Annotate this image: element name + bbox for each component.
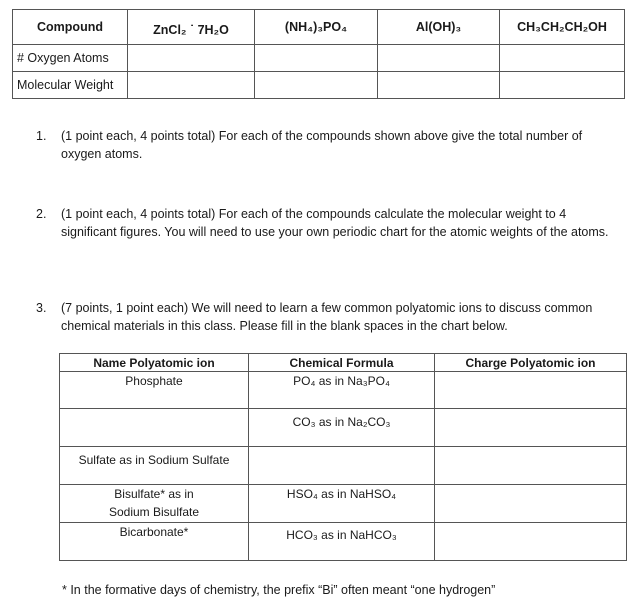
table-header-row — [60, 354, 627, 372]
answer-cell[interactable] — [500, 72, 625, 99]
answer-cell[interactable] — [255, 72, 378, 99]
answer-cell[interactable] — [60, 409, 249, 447]
question-text: (7 points, 1 point each) We will need to learn a few common polyatomic ions to discuss common chemical materials in this class. Please fill in the blank spaces in the chart below. — [61, 301, 593, 333]
question-2 — [36, 205, 616, 265]
question-text: (1 point each, 4 points total) For each of the compounds shown above give the total number of oxygen atoms. — [61, 129, 583, 161]
header-zncl2: ZnCl₂ ˙ 7H₂O — [128, 10, 255, 45]
table-header-row — [13, 10, 625, 45]
question-3 — [36, 299, 616, 339]
table-row — [60, 372, 627, 409]
ion-formula: CO₃ as in Na₂CO₃ — [249, 409, 435, 447]
ion-name: Bicarbonate* — [60, 523, 249, 561]
header-nh4-3po4: (NH₄)₃PO₄ — [255, 10, 378, 45]
header-charge: Charge Polyatomic ion — [435, 354, 627, 372]
ion-formula: HSO₄ as in NaHSO₄ — [249, 485, 435, 523]
table-row — [13, 45, 625, 72]
question-number: 1. — [36, 129, 47, 143]
answer-cell[interactable] — [435, 372, 627, 409]
polyatomic-ions-table — [59, 353, 627, 561]
table-row — [60, 523, 627, 561]
footnote: * In the formative days of chemistry, the prefix “Bi” often meant “one hydrogen” — [62, 583, 496, 597]
question-number: 3. — [36, 301, 47, 315]
answer-cell[interactable] — [435, 447, 627, 485]
table-row — [60, 447, 627, 485]
table-row — [13, 72, 625, 99]
ion-formula: HCO₃ as in NaHCO₃ — [249, 523, 435, 561]
answer-cell[interactable] — [435, 409, 627, 447]
answer-cell[interactable] — [249, 447, 435, 485]
header-formula: Chemical Formula — [249, 354, 435, 372]
ion-name: Bisulfate* as in Sodium Bisulfate — [60, 485, 249, 523]
question-text: (1 point each, 4 points total) For each of the compounds calculate the molecular weight to 4 significant figures. You will need to use your own periodic chart for the atomic weights of the atoms. — [61, 207, 609, 239]
answer-cell[interactable] — [255, 45, 378, 72]
header-compound: Compound — [13, 10, 128, 45]
header-aloh3: Al(OH)₃ — [378, 10, 500, 45]
answer-cell[interactable] — [435, 523, 627, 561]
question-number: 2. — [36, 207, 47, 221]
answer-cell[interactable] — [378, 45, 500, 72]
row-label-molecular-weight: Molecular Weight — [13, 72, 128, 99]
header-propanol: CH₃CH₂CH₂OH — [500, 10, 625, 45]
answer-cell[interactable] — [435, 485, 627, 523]
ion-name: Sulfate as in Sodium Sulfate — [60, 447, 249, 485]
table-row — [60, 485, 627, 523]
answer-cell[interactable] — [128, 45, 255, 72]
ion-name: Phosphate — [60, 372, 249, 409]
row-label-oxygen-atoms: # Oxygen Atoms — [13, 45, 128, 72]
answer-cell[interactable] — [378, 72, 500, 99]
table-row — [60, 409, 627, 447]
compounds-table — [12, 9, 625, 99]
answer-cell[interactable] — [500, 45, 625, 72]
header-name: Name Polyatomic ion — [60, 354, 249, 372]
question-1 — [36, 127, 616, 167]
answer-cell[interactable] — [128, 72, 255, 99]
ion-formula: PO₄ as in Na₃PO₄ — [249, 372, 435, 409]
